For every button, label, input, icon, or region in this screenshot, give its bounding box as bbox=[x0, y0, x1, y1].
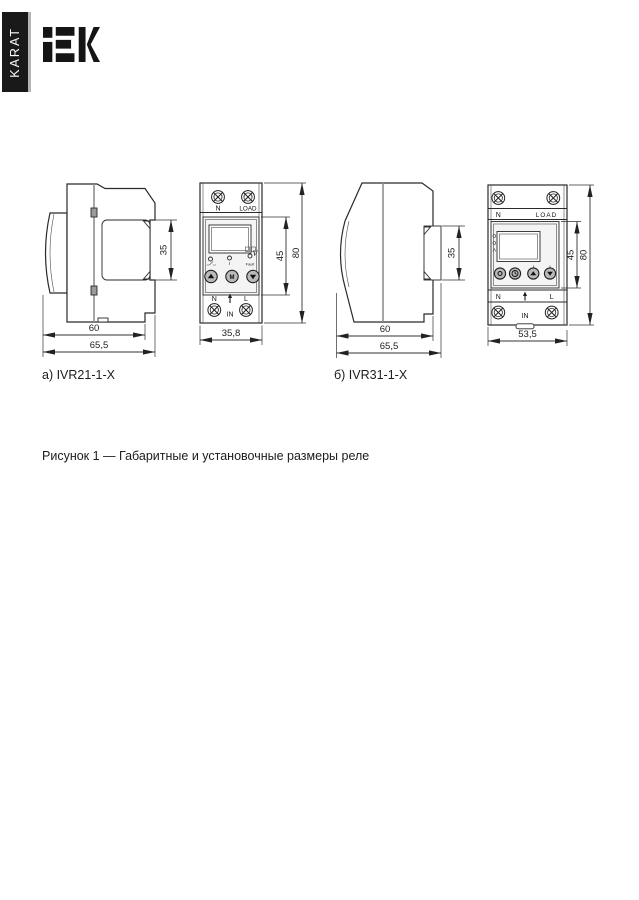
logo-e-bar bbox=[56, 27, 75, 36]
dimension-rail-height bbox=[152, 220, 177, 280]
button-clock-icon bbox=[509, 268, 520, 279]
dim-total-height-value: 80 bbox=[578, 249, 590, 261]
terminal-n-label: N bbox=[495, 294, 501, 301]
figure-caption: Рисунок 1 — Габаритные и установочные размеры реле bbox=[42, 449, 370, 463]
dim-total-depth-value: 65,5 bbox=[379, 341, 399, 352]
button-menu-label: M bbox=[229, 275, 235, 281]
dim-width-value: 53,5 bbox=[518, 329, 537, 340]
screw-terminal-icon bbox=[212, 191, 225, 204]
terminal-l-label: L bbox=[549, 294, 554, 301]
dim-width-value: 35,8 bbox=[221, 328, 241, 339]
logo-k-arms bbox=[87, 27, 100, 62]
logo-i-dot bbox=[43, 27, 52, 38]
logo-k-spine bbox=[79, 27, 86, 62]
button-up-icon bbox=[528, 268, 539, 279]
dim-rail-height-value: 35 bbox=[446, 247, 458, 259]
dimension-rail-height bbox=[442, 226, 465, 280]
dim-panel-height-value: 45 bbox=[275, 250, 286, 262]
display-panel bbox=[491, 222, 559, 289]
caption-variant-b: б) IVR31-1-X bbox=[334, 368, 408, 382]
screw-terminal-icon bbox=[242, 191, 255, 204]
button-power-icon bbox=[494, 268, 505, 279]
dim-body-depth-value: 60 bbox=[379, 324, 391, 335]
dim-total-depth-value: 65,5 bbox=[89, 340, 109, 351]
lcd-display bbox=[497, 232, 540, 262]
lcd-display bbox=[209, 225, 251, 253]
dimension-width bbox=[488, 327, 567, 346]
dim-total-height-value: 80 bbox=[291, 247, 302, 259]
screw-terminal-icon bbox=[492, 192, 505, 205]
voltage-unit-label: V bbox=[252, 249, 258, 258]
display-panel bbox=[203, 217, 259, 295]
logo-e-bar bbox=[56, 53, 75, 62]
input-label: IN bbox=[226, 311, 234, 319]
drawing-ivr21-side-view bbox=[30, 172, 180, 362]
terminal-l-label: L bbox=[244, 296, 248, 303]
input-label: IN bbox=[521, 313, 529, 320]
dim-panel-height-value: 45 bbox=[565, 249, 577, 261]
fault-label: Fault bbox=[245, 262, 255, 267]
din-rail-slot bbox=[102, 220, 150, 280]
dim-body-depth-value: 60 bbox=[88, 323, 100, 334]
dim-rail-height-value: 35 bbox=[158, 244, 170, 256]
button-menu bbox=[226, 270, 238, 282]
terminal-n-label: N bbox=[495, 212, 501, 219]
mounting-plate bbox=[424, 226, 441, 280]
terminal-n-label: N bbox=[215, 205, 221, 213]
relay-side-outline bbox=[341, 183, 434, 322]
button-down-icon bbox=[544, 268, 555, 279]
terminal-n-label: N bbox=[211, 296, 217, 303]
button-up-icon bbox=[205, 270, 217, 282]
screw-terminal-icon bbox=[547, 192, 560, 205]
brand-sidebar bbox=[2, 12, 31, 92]
button-down-icon bbox=[247, 270, 259, 282]
dimension-panel-height bbox=[261, 217, 290, 295]
brand-vertical-label: KARAT bbox=[8, 26, 22, 78]
drawing-ivr31-front-view bbox=[483, 177, 608, 349]
screw-terminal-icon bbox=[492, 306, 505, 319]
logo-i-body bbox=[43, 42, 52, 62]
screw-terminal-icon bbox=[545, 306, 558, 319]
drawing-ivr31-side-view bbox=[332, 173, 472, 363]
screw-terminal-icon bbox=[240, 304, 253, 317]
caption-variant-a: а) IVR21-1-X bbox=[42, 368, 115, 382]
terminal-load-label: LOAD bbox=[535, 212, 558, 219]
drawing-ivr21-front-view bbox=[196, 176, 311, 348]
terminal-load-label: LOAD bbox=[239, 205, 257, 213]
screw-terminal-icon bbox=[208, 304, 221, 317]
iek-logo bbox=[43, 27, 100, 62]
dimension-width bbox=[200, 326, 262, 346]
logo-e-bar bbox=[56, 40, 71, 49]
